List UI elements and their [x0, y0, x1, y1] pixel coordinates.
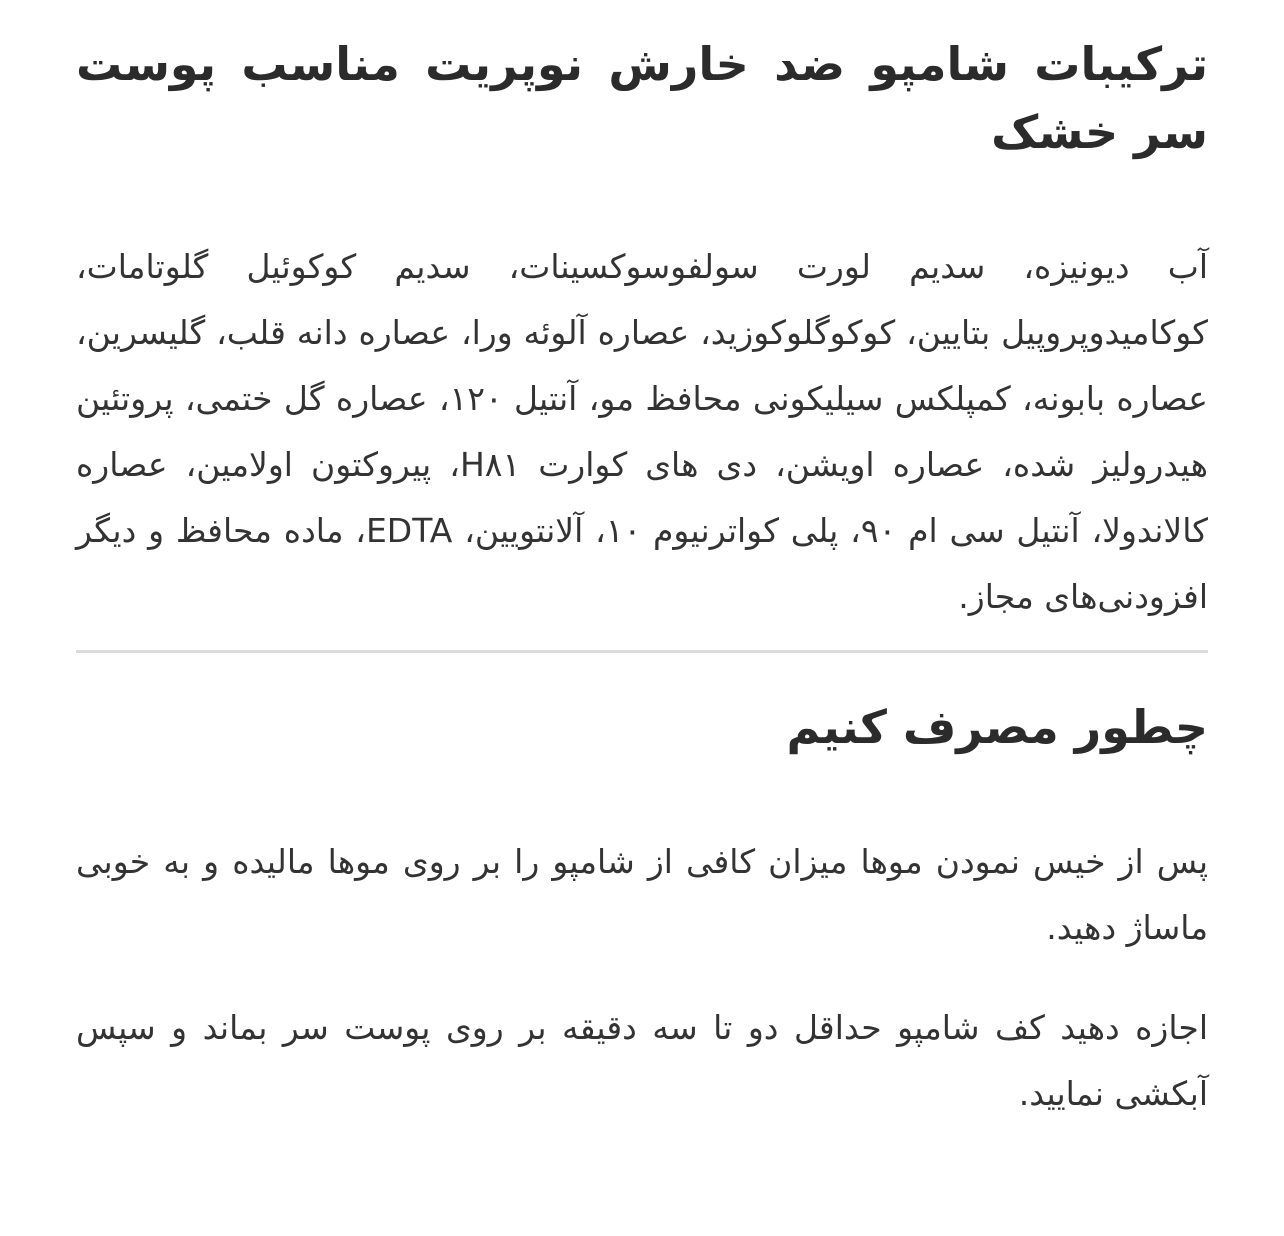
usage-heading: چطور مصرف کنیم — [786, 700, 1208, 754]
ingredients-text: آب دیونیزه، سدیم لورت سولفوسوکسینات، سدیم کوکوئیل گلوتامات، کوکامیدوپروپیل بتایین، کوکوگلوکوزید، عصاره آلوئه ورا، عصاره دانه قلب، گلیسرین، عصاره بابونه، کمپلکس سیلیکونی محافظ مو، آنتیل ۱۲۰، عصاره گل ختمی، پروتئین هیدرولیز شده، عصاره اویشن، دی های کوارت H۸۱، پیروکتون اولامین، عصاره کالاندولا، آنتیل سی ام ۹۰، پلی کواترنیوم ۱۰، آلانتویین، EDTA، ماده محافظ و دیگر افزودنی‌های مجاز. — [76, 247, 1208, 616]
article-content — [76, 0, 1208, 1127]
ingredients-heading: ترکیبات شامپو ضد خارش نوپریت مناسب پوست سر خشک — [76, 37, 1208, 159]
usage-paragraph: اجازه دهید کف شامپو حداقل دو تا سه دقیقه بر روی پوست سر بماند و سپس آبکشی نمایید. — [76, 1008, 1208, 1113]
usage-paragraph: پس از خیس نمودن موها میزان کافی از شامپو را بر روی موها مالیده و به خوبی ماساژ دهید. — [76, 842, 1208, 947]
section-divider — [76, 650, 1208, 653]
